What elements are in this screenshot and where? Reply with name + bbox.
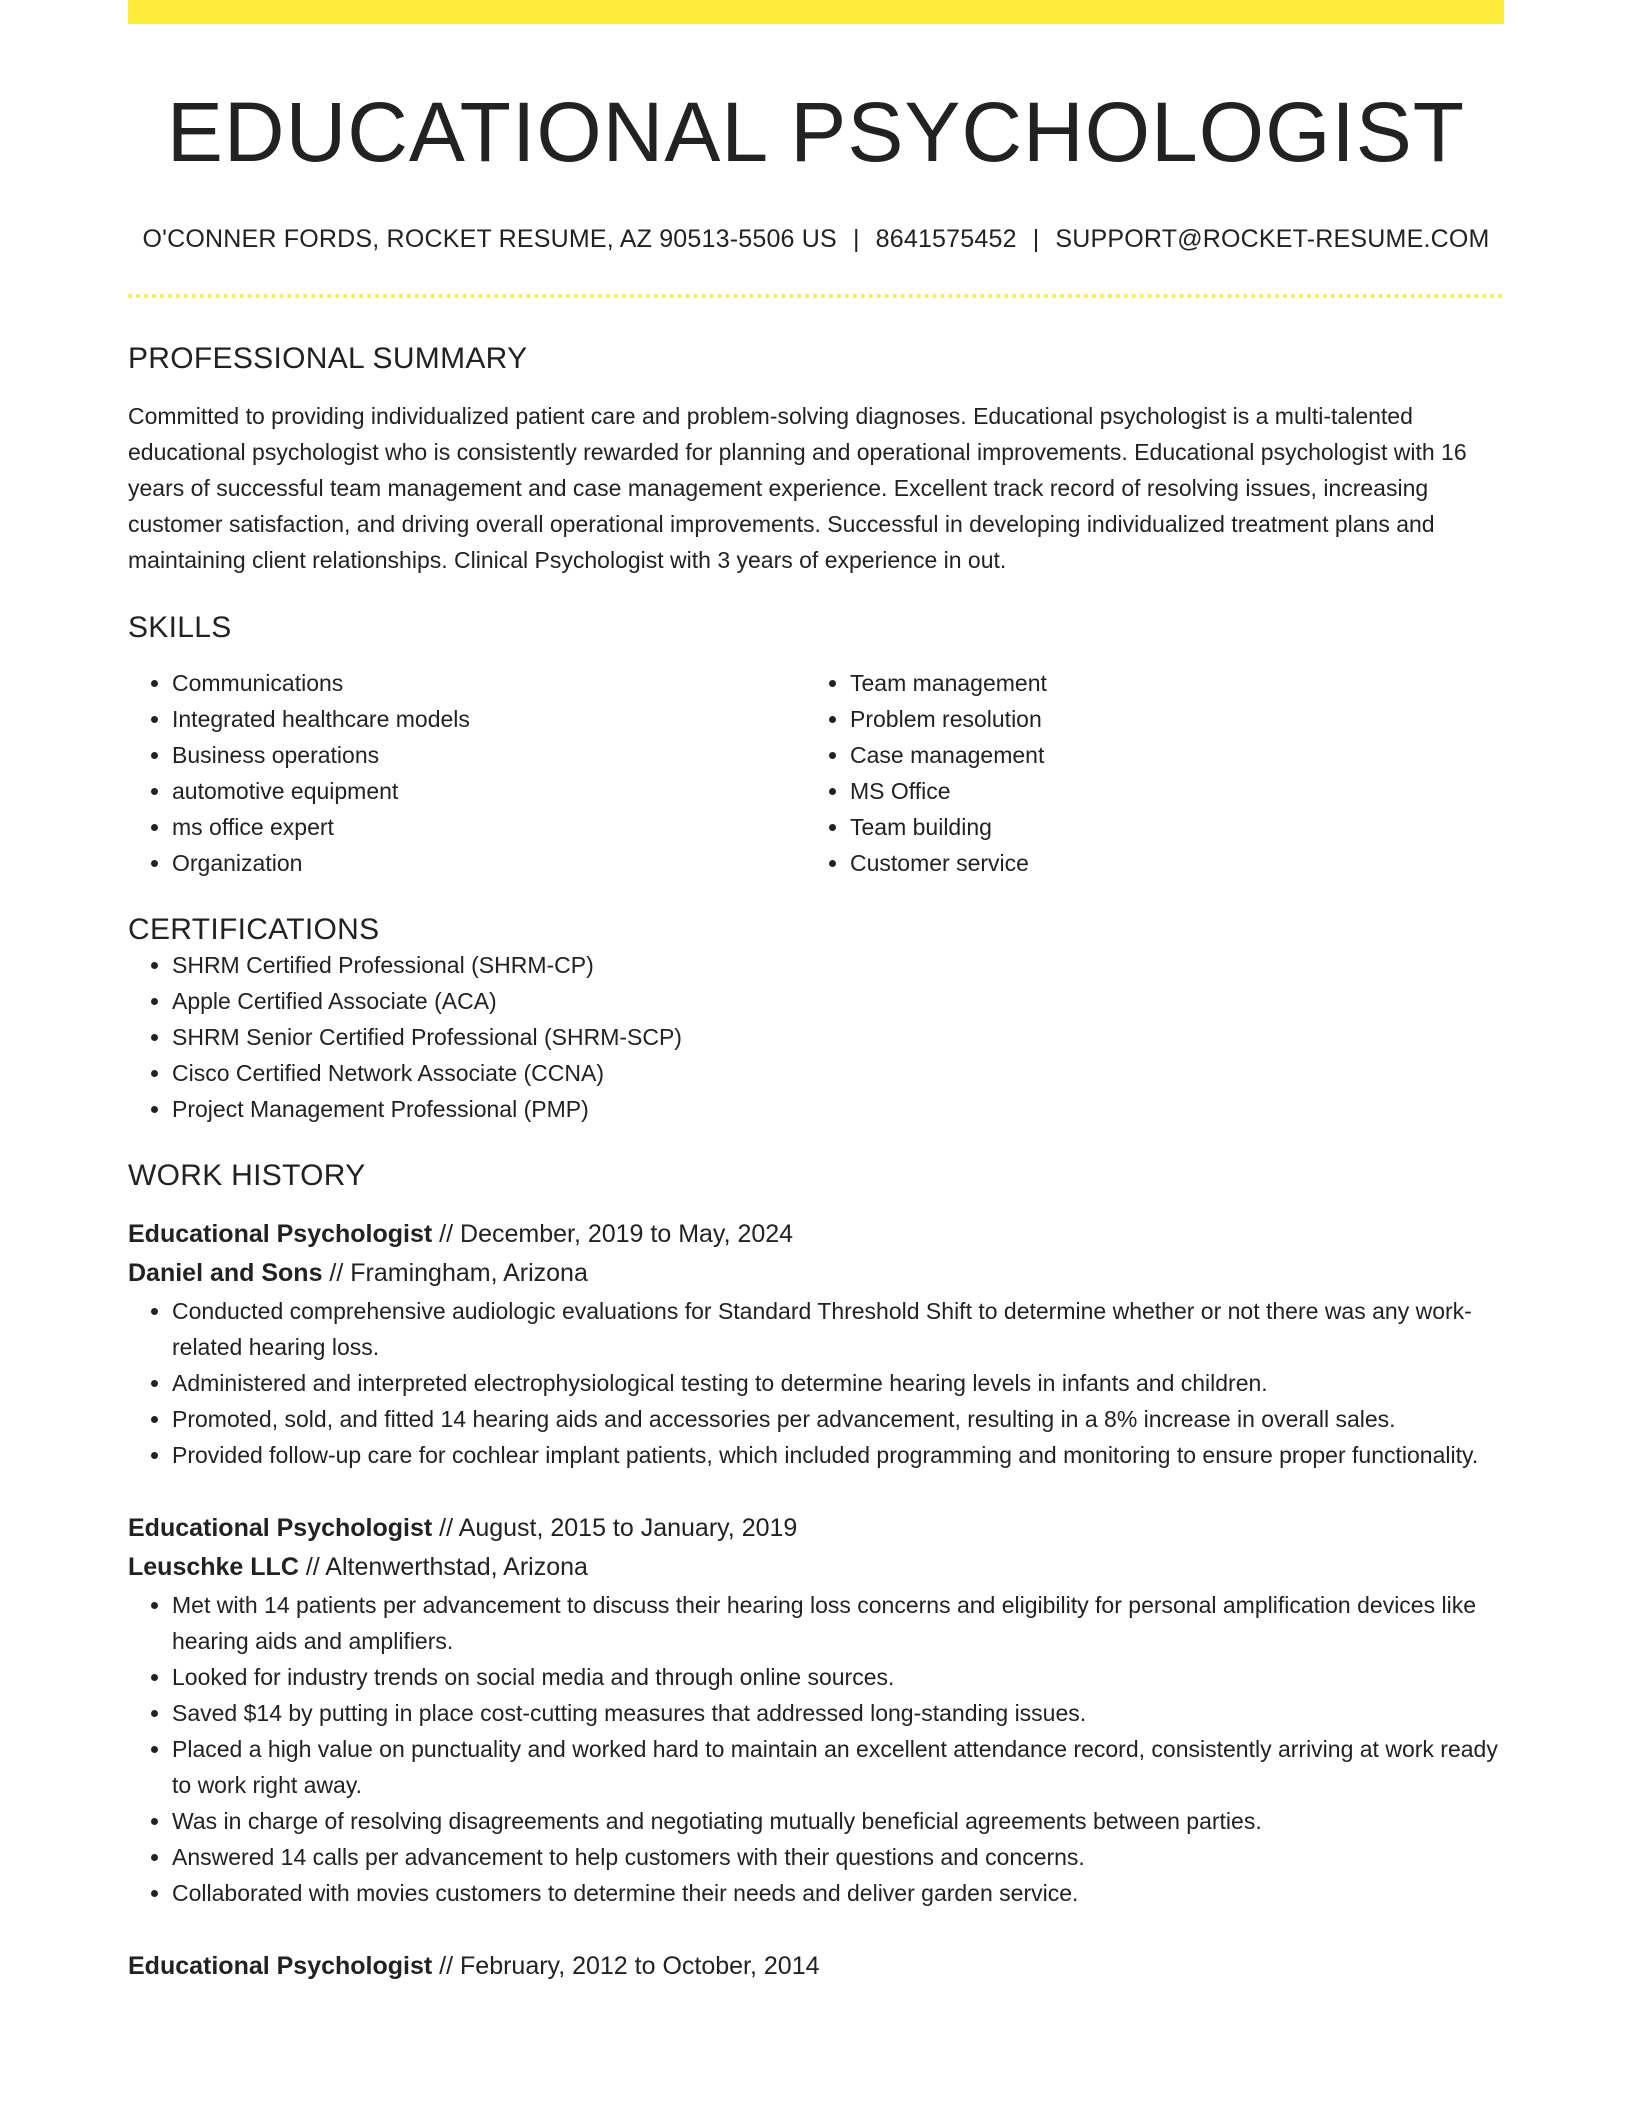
- job-title-line: [128, 1215, 1504, 1254]
- skill-item: • Customer service: [850, 845, 1484, 881]
- job-duty-item: • Was in charge of resolving disagreements and negotiating mutually beneficial agreements between parties.: [172, 1803, 1504, 1839]
- contact-email[interactable]: SUPPORT@ROCKET-RESUME.COM: [1055, 224, 1490, 253]
- job-location: // Altenwerthstad, Arizona: [298, 1552, 588, 1581]
- job-duty-item: • Placed a high value on punctuality and worked hard to maintain an excellent attendance record, consistently arriving at work ready to work right away.: [172, 1731, 1504, 1803]
- contact-separator: |: [1032, 224, 1040, 253]
- skill-item: • MS Office: [850, 773, 1484, 809]
- job-duty-item: • Administered and interpreted electrophysiological testing to determine hearing levels in infants and children.: [172, 1365, 1504, 1401]
- skill-item: • ms office expert: [172, 809, 806, 845]
- certification-item: • Cisco Certified Network Associate (CCNA): [172, 1055, 1504, 1091]
- job-duty-item: • Conducted comprehensive audiologic evaluations for Standard Threshold Shift to determine whether or not there was any work-related hearing loss.: [172, 1293, 1504, 1365]
- resume-title: EDUCATIONAL PSYCHOLOGIST: [166, 85, 1466, 179]
- section-title-work-history: WORK HISTORY: [128, 1158, 366, 1192]
- skills-column-right: [806, 665, 1484, 881]
- job-dates: // December, 2019 to May, 2024: [432, 1219, 794, 1248]
- job-duty-item: • Collaborated with movies customers to determine their needs and deliver garden service.: [172, 1875, 1504, 1911]
- job-role: Educational Psychologist: [128, 1219, 433, 1248]
- job-duty-item: • Answered 14 calls per advancement to help customers with their questions and concerns.: [172, 1839, 1504, 1875]
- job-company-line: [128, 1548, 1504, 1587]
- certifications-list: [128, 947, 1504, 1127]
- skill-item: • Case management: [850, 737, 1484, 773]
- summary-section: [128, 342, 1504, 578]
- job-duty-item: • Promoted, sold, and fitted 14 hearing aids and accessories per advancement, resulting in a 8% increase in overall sales.: [172, 1401, 1504, 1437]
- job-location: // Framingham, Arizona: [322, 1258, 588, 1287]
- job-entry: [128, 1947, 1504, 1986]
- job-entry: [128, 1509, 1504, 1911]
- contact-separator: |: [852, 224, 860, 253]
- summary-text: Committed to providing individualized patient care and problem-solving diagnoses. Educational psychologist is a multi-talented educational psychologist who is consistently rewarded for planning and operational improvements. Educational psychologist with 16 years of successful team management and case management experience. Excellent track record of resolving issues, increasing customer satisfaction, and driving overall operational improvements. Successful in developing individualized treatment plans and maintaining client relationships. Clinical Psychologist with 3 years of experience in out.: [128, 402, 1467, 573]
- job-duty-item: • Saved $14 by putting in place cost-cutting measures that addressed long-standing issues.: [172, 1695, 1504, 1731]
- job-duty-item: • Met with 14 patients per advancement to discuss their hearing loss concerns and eligibility for personal amplification devices like hearing aids and amplifiers.: [172, 1587, 1504, 1659]
- section-title-summary: PROFESSIONAL SUMMARY: [128, 341, 528, 375]
- skills-grid: [128, 665, 1504, 881]
- job-duties-list: [128, 1293, 1504, 1473]
- job-title-line: [128, 1509, 1504, 1548]
- certification-item: • Apple Certified Associate (ACA): [172, 983, 1504, 1019]
- job-company-line: [128, 1254, 1504, 1293]
- skill-item: • Problem resolution: [850, 701, 1484, 737]
- contact-phone: 8641575452: [875, 224, 1017, 253]
- top-accent-bar: [128, 0, 1504, 24]
- section-title-certifications: CERTIFICATIONS: [128, 912, 380, 946]
- dotted-divider: [128, 294, 1504, 298]
- contact-line: [128, 225, 1504, 254]
- skill-item: • Organization: [172, 845, 806, 881]
- skills-column-left: [128, 665, 806, 881]
- certifications-section: [128, 913, 1504, 1127]
- skill-item: • Team management: [850, 665, 1484, 701]
- job-title-line: [128, 1947, 1504, 1986]
- skill-item: • Team building: [850, 809, 1484, 845]
- certification-item: • SHRM Senior Certified Professional (SHRM-SCP): [172, 1019, 1504, 1055]
- skills-section: [128, 611, 1504, 881]
- certification-item: • Project Management Professional (PMP): [172, 1091, 1504, 1127]
- job-duty-item: • Looked for industry trends on social media and through online sources.: [172, 1659, 1504, 1695]
- skill-item: • Integrated healthcare models: [172, 701, 806, 737]
- certification-item: • SHRM Certified Professional (SHRM-CP): [172, 947, 1504, 983]
- work-history-section: [128, 1159, 1504, 1986]
- job-role: Educational Psychologist: [128, 1951, 433, 1980]
- skill-item: • automotive equipment: [172, 773, 806, 809]
- skill-item: • Communications: [172, 665, 806, 701]
- section-title-skills: SKILLS: [128, 610, 232, 644]
- job-dates: // February, 2012 to October, 2014: [432, 1951, 820, 1980]
- job-duty-item: • Provided follow-up care for cochlear implant patients, which included programming and monitoring to ensure proper functionality.: [172, 1437, 1504, 1473]
- job-role: Educational Psychologist: [128, 1513, 433, 1542]
- skill-item: • Business operations: [172, 737, 806, 773]
- resume-page: [128, 0, 1504, 1986]
- job-duties-list: [128, 1587, 1504, 1911]
- job-company: Leuschke LLC: [128, 1552, 299, 1581]
- job-company: Daniel and Sons: [128, 1258, 323, 1287]
- job-dates: // August, 2015 to January, 2019: [432, 1513, 798, 1542]
- contact-address: O'CONNER FORDS, ROCKET RESUME, AZ 90513-5506 US: [142, 224, 837, 253]
- job-entry: [128, 1215, 1504, 1473]
